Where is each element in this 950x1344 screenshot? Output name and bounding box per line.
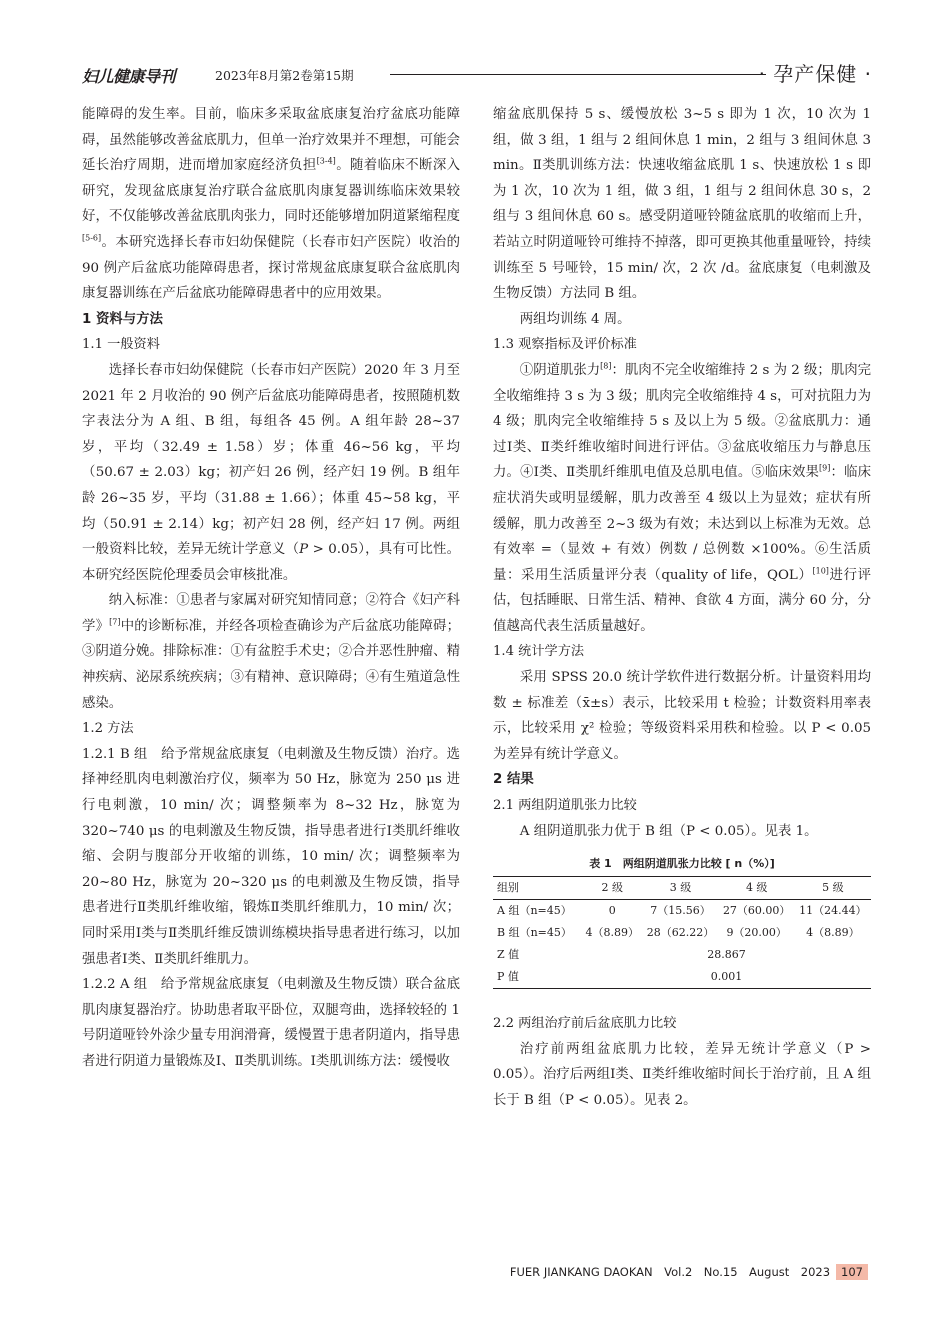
paragraph: 纳入标准：①患者与家属对研究知情同意；②符合《妇产科学》[7]中的诊断标准，并经各项检查确诊为产后盆底功能障碍；③阴道分娩。排除标准：①有盆腔手术史；②合并恶性肿瘤、精神疾病、泌尿系统疾病；③有精神、意识障碍；④有生殖道急性感染。 [82, 593, 461, 711]
paragraph: 1.2.1 B 组 给予常规盆底康复（电刺激及生物反馈）治疗。选择神经肌肉电刺激治疗仪，频率为 50 Hz，脉宽为 250 μs 进行电刺激，10 min/ 次；调整频率为 8~32 Hz，脉宽为 320~740 μs 的电刺激及生物反馈，指导患者进行Ⅰ类肌纤维收缩、会阴与腹部分开收缩的训练，10 min/ 次；调整频率为 20~80 Hz，脉宽为 20~320 μs 的电刺激及生物反馈，指导患者进行Ⅱ类肌纤维收缩，锻炼Ⅱ类肌纤维肌力，10 min/ 次；同时采用Ⅰ类与Ⅱ类肌纤维反馈训练模块指导患者进行练习，以加强患者Ⅰ类、Ⅱ类肌纤维肌力。 [82, 746, 461, 967]
subsection-heading: 2.2 两组治疗前后盆底肌力比较 [493, 1016, 677, 1032]
table-row [493, 966, 871, 989]
page-header [82, 58, 872, 92]
table-cell: Z 值 [497, 948, 520, 962]
right-column [493, 102, 871, 1114]
table-cell: 27（60.00） [722, 904, 791, 918]
issue-info: 2023年8月第2卷第15期 [215, 68, 354, 83]
section-tag: · 孕产保健 · [758, 62, 872, 86]
table-row [493, 900, 871, 923]
subsection-heading: 1.1 一般资料 [82, 337, 160, 353]
paragraph: 两组均训练 4 周。 [519, 311, 631, 327]
table-cell: B 组（n=45） [497, 926, 572, 940]
section-heading: 1 资料与方法 [82, 311, 163, 327]
table-row [493, 944, 871, 966]
table-header: 4 级 [719, 877, 795, 900]
table-row [493, 922, 871, 944]
paragraph: 选择长春市妇幼保健院（长春市妇产医院）2020 年 3 月至 2021 年 2 月收治的 90 例产后盆底功能障碍患者，按照随机数字表法分为 A 组、B 组，每组各 45 例。A 组年龄 28~37 岁，平均（32.49 ± 1.58）岁；体重 46~56 kg，平均（50.67 ± 2.03）kg；初产妇 26 例，经产妇 19 例。B 组年龄 26~35 岁，平均（31.88 ± 1.66）；体重 45~58 kg，平均（50.91 ± 2.14）kg；初产妇 28 例，经产妇 17 例。两组一般资料比较，差异无统计学意义（P > 0.05），具有可比性。本研究经医院伦理委员会审核批准。 [82, 362, 460, 583]
subsection-heading: 1.4 统计学方法 [493, 644, 585, 660]
subsection-heading: 1.3 观察指标及评价标准 [493, 337, 637, 353]
paragraph: ①阴道肌张力[8]：肌肉不完全收缩维持 2 s 为 2 级；肌肉完全收缩维持 3 s 为 3 级；肌肉完全收缩维持 4 s，可对抗阻力为 4 级；肌肉完全收缩维持 5 s 及以上为 5 级。②盆底肌力：通过Ⅰ类、Ⅱ类纤维收缩时间进行评估。③盆底收缩压力与静息压力。④Ⅰ类、Ⅱ类肌纤维肌电值及总肌电值。⑤临床效果[9]：临床症状消失或明显缓解，肌力改善至 4 级以上为显效；症状有所缓解，肌力改善至 2~3 级为有效；未达到以上标准为无效。总有效率 =（显效 + 有效）例数 / 总例数 ×100%。⑥生活质量：采用生活质量评分表（quality of life，QOL）[10]进行评估，包括睡眠、日常生活、精神、食欲 4 方面，满分 60 分，分值越高代表生活质量越好。 [493, 361, 872, 634]
paragraph: 缩盆底肌保持 5 s、缓慢放松 3~5 s 即为 1 次，10 次为 1 组，做 3 组，1 组与 2 组间休息 1 min，2 组与 3 组间休息 3 min。Ⅱ类肌训练方法：快速收缩盆底肌 1 s、快速放松 1 s 即为 1 次，10 次为 1 组，做 3 组，1 组与 2 组间休息 30 s，2 组与 3 组间休息 60 s。感受阴道哑铃随盆底肌的收缩而上升，若站立时阴道哑铃可维持不掉落，即可更换其他重量哑铃，持续训练至 5 号哑铃，15 min/ 次，2 次 /d。盆底康复（电刺激及生物反馈）方法同 B 组。 [493, 107, 871, 302]
table-header: 2 级 [582, 877, 642, 900]
page-footer [510, 1264, 868, 1280]
table-cell: 0.001 [582, 966, 871, 989]
header-rule [390, 74, 766, 75]
subsection-heading: 2.1 两组阴道肌张力比较 [493, 798, 637, 814]
table-header: 5 级 [795, 877, 871, 900]
table-cell: 9（20.00） [726, 926, 787, 940]
table-cell: 4（8.89） [806, 926, 860, 940]
table-cell: 7（15.56） [650, 904, 711, 918]
table-cell: 28.867 [707, 948, 746, 962]
table-cell: 11（24.44） [799, 904, 867, 918]
table-cell: 4（8.89） [585, 926, 639, 940]
table-header: 组别 [493, 877, 582, 900]
page-number: 107 [836, 1264, 868, 1280]
table-cell: A 组（n=45） [497, 904, 572, 918]
paragraph: 能障碍的发生率。目前，临床多采取盆底康复治疗盆底功能障碍，虽然能够改善盆底肌力，但单一治疗效果并不理想，可能会延长治疗周期，进而增加家庭经济负担[3-4]。随着临床不断深入研究，发现盆底康复治疗联合盆底肌肉康复器训练临床效果较好，不仅能够改善盆底肌肉张力，同时还能够增加阴道紧缩程度[5-6]。本研究选择长春市妇幼保健院（长春市妇产医院）收治的 90 例产后盆底功能障碍患者，探讨常规盆底康复联合盆底肌肉康复器训练在产后盆底功能障碍患者中的应用效果。 [82, 107, 461, 302]
footer-citation: FUER JIANKANG DAOKAN Vol.2 No.15 August 2023 [509, 1265, 831, 1279]
paragraph: 治疗前两组盆底肌力比较，差异无统计学意义（P > 0.05）。治疗后两组Ⅰ类、Ⅱ类纤维收缩时间长于治疗前，且 A 组长于 B 组（P < 0.05）。见表 2。 [493, 1041, 871, 1108]
paragraph: A 组阴道肌张力优于 B 组（P < 0.05）。见表 1。 [519, 823, 818, 839]
table-cell: P 值 [493, 966, 582, 989]
journal-logo: 妇儿健康导刊 [82, 67, 176, 86]
section-heading: 2 结果 [493, 772, 534, 788]
table-header: 3 级 [642, 877, 718, 900]
table-title: 表 1 两组阴道肌张力比较 [ n（%）] [589, 857, 775, 871]
data-table [493, 876, 871, 989]
table-cell: 28（62.22） [646, 926, 715, 940]
table-1 [493, 856, 871, 989]
subsection-heading: 1.2 方法 [82, 721, 134, 737]
paragraph: 采用 SPSS 20.0 统计学软件进行数据分析。计量资料用均数 ± 标准差（x̄±s）表示，比较采用 t 检验；计数资料用率表示，比较采用 χ² 检验；等级资料采用秩和检验。以 P < 0.05 为差异有统计学意义。 [493, 670, 871, 762]
paragraph: 1.2.2 A 组 给予常规盆底康复（电刺激及生物反馈）联合盆底肌肉康复器治疗。协助患者取平卧位，双腿弯曲，选择较轻的 1 号阴道哑铃外涂少量专用润滑膏，缓慢置于患者阴道内，指导患者进行阴道力量锻炼及Ⅰ、Ⅱ类肌训练。Ⅰ类肌训练方法：缓慢收 [82, 977, 461, 1069]
left-column [82, 102, 460, 1075]
table-header-row [493, 877, 871, 900]
table-cell: 0 [608, 904, 616, 918]
